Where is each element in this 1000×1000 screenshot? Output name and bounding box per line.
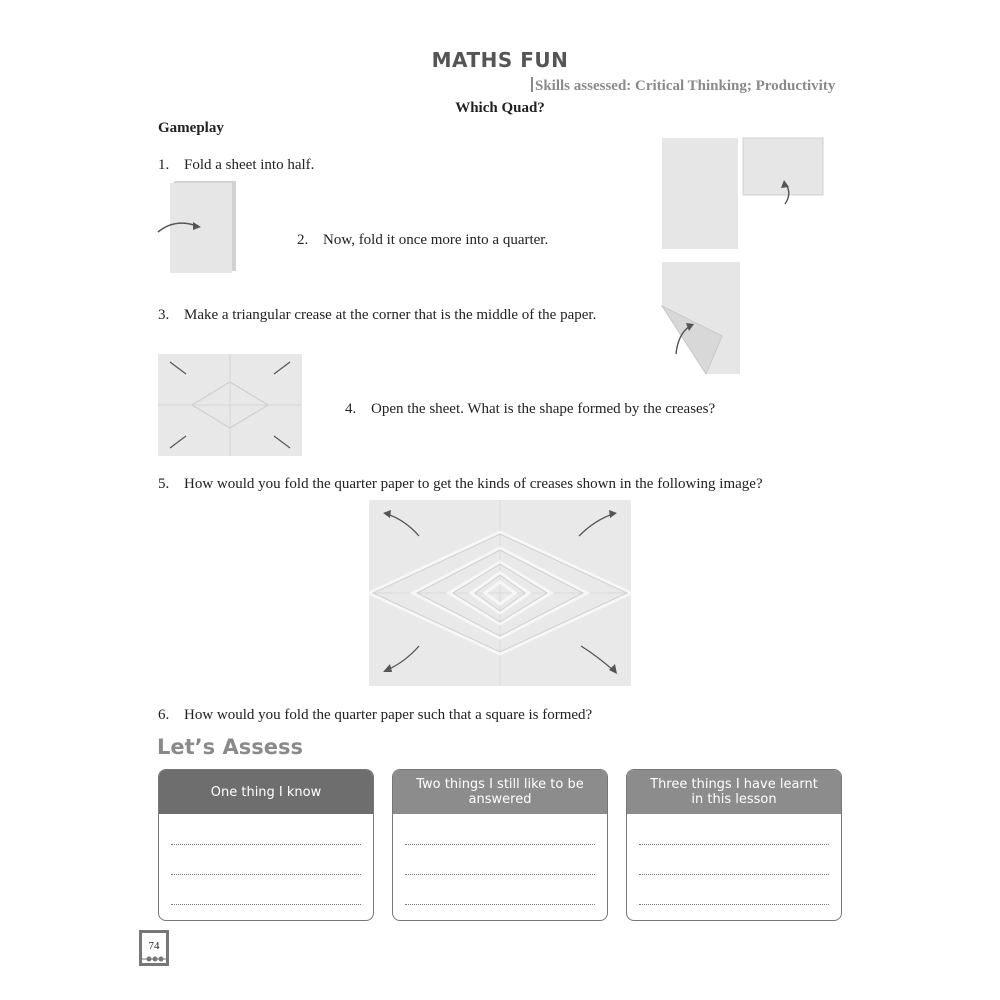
answer-line[interactable] (639, 844, 829, 845)
answer-line[interactable] (171, 874, 361, 875)
step-number: 6. (158, 707, 170, 723)
step-text: How would you fold the quarter paper to get the kinds of creases shown in the following image? (184, 476, 763, 492)
answer-line[interactable] (405, 874, 595, 875)
step-text: How would you fold the quarter paper such that a square is formed? (184, 707, 593, 723)
paper-front (170, 183, 232, 273)
triangular-crease-illustration (660, 260, 744, 378)
page-title: MATHS FUN (431, 48, 569, 72)
answer-line[interactable] (171, 904, 361, 905)
activity-title: Which Quad? (455, 100, 545, 116)
answer-line[interactable] (639, 904, 829, 905)
step-number: 3. (158, 307, 170, 323)
page-number: 74 (148, 940, 160, 952)
skills-text: Skills assessed: Critical Thinking; Productivity (535, 78, 836, 94)
card-heading: Three things I have learnt in this lesson (627, 770, 841, 814)
answer-line[interactable] (639, 874, 829, 875)
assess-card-know (158, 769, 374, 921)
card-heading: One thing I know (159, 770, 373, 814)
step-number: 2. (297, 232, 309, 248)
step-6 (158, 707, 592, 724)
nested-creases-illustration (369, 500, 631, 686)
skills-bar (531, 77, 533, 92)
card-heading: Two things I still like to be answered (393, 770, 607, 814)
opened-sheet-illustration (158, 354, 302, 456)
step-number: 5. (158, 476, 170, 492)
step-number: 1. (158, 157, 170, 173)
assess-heading: Let’s Assess (157, 735, 303, 759)
step-number: 4. (345, 401, 357, 417)
step-text: Fold a sheet into half. (184, 157, 315, 173)
answer-line[interactable] (405, 904, 595, 905)
half-sheet (662, 138, 738, 249)
fold-quarter-illustration (660, 136, 826, 252)
skills-assessed (531, 77, 835, 95)
gameplay-heading: Gameplay (158, 120, 224, 136)
step-5 (158, 476, 763, 493)
step-text: Open the sheet. What is the shape formed by the creases? (371, 401, 716, 417)
answer-line[interactable] (171, 844, 361, 845)
step-2 (297, 232, 548, 249)
assess-card-questions (392, 769, 608, 921)
step-4 (345, 401, 715, 418)
page-number-badge (138, 930, 170, 966)
step-text: Make a triangular crease at the corner that is the middle of the paper. (184, 307, 597, 323)
step-text: Now, fold it once more into a quarter. (323, 232, 549, 248)
answer-line[interactable] (405, 844, 595, 845)
step-3 (158, 307, 596, 324)
fold-half-illustration (155, 178, 245, 278)
step-1 (158, 157, 314, 174)
assess-card-learnt (626, 769, 842, 921)
